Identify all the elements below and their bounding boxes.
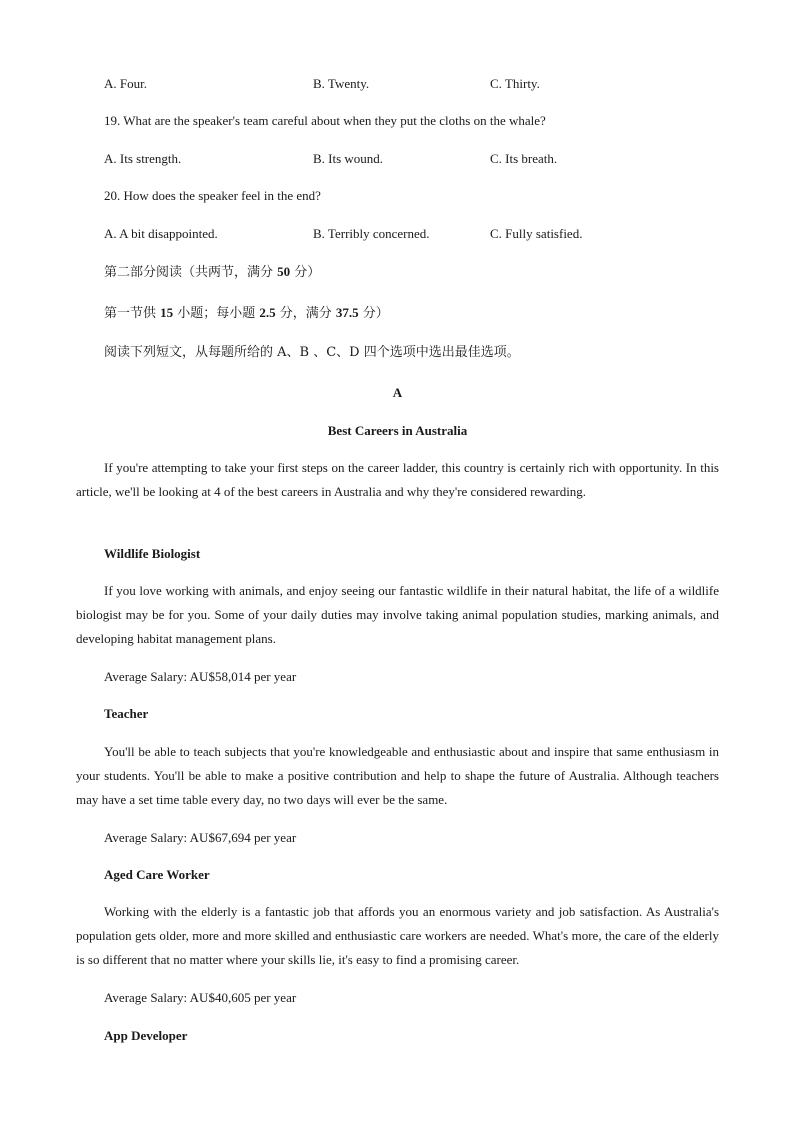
job-heading-wildlife-biologist: Wildlife Biologist: [104, 546, 201, 561]
job-heading-teacher: Teacher: [104, 706, 149, 721]
q19-options: [104, 151, 704, 167]
q18-option-b: B. Twenty.: [313, 76, 370, 91]
job-salary-aged-care-worker: Average Salary: AU$40,605 per year: [104, 990, 297, 1005]
q18-option-a: A. Four.: [104, 76, 147, 91]
q19-option-a: A. Its strength.: [104, 151, 182, 166]
job-heading-app-developer: App Developer: [104, 1028, 188, 1043]
job-salary-teacher: Average Salary: AU$67,694 per year: [104, 830, 297, 845]
q20-option-c: C. Fully satisfied.: [490, 226, 583, 241]
q19-option-b: B. Its wound.: [313, 151, 384, 166]
job-salary-wildlife-biologist: Average Salary: AU$58,014 per year: [104, 669, 297, 684]
section1-heading: 第一节供 15 小题；每小题 2.5 分，满分 37.5 分）: [104, 305, 389, 321]
q18-options: [104, 76, 704, 92]
passage-title: Best Careers in Australia: [327, 423, 468, 438]
q18-option-c: C. Thirty.: [490, 76, 540, 91]
job-heading-aged-care-worker: Aged Care Worker: [104, 867, 210, 882]
job-desc-teacher: You'll be able to teach subjects that you're knowledgeable and enthusiastic about and inspire that same enthusiasm in your students. You'll be able to make a positive contribution and help to shape the future of Australia. Although teachers may have a set time table every day, no two days will ever be the same.: [76, 744, 719, 807]
q20-option-b: B. Terribly concerned.: [313, 226, 430, 241]
job-desc-aged-care-worker: Working with the elderly is a fantastic job that affords you an enormous variety and job satisfaction. As Australia's population gets older, more and more skilled and enthusiastic care workers are needed. What's more, the care of the elderly is so different that no matter where your skills lie, it's easy to find a promising career.: [76, 904, 719, 967]
q20-option-a: A. A bit disappointed.: [104, 226, 218, 241]
reading-instruction: 阅读下列短文，从每题所给的 A、B 、C、D 四个选项中选出最佳选项。: [104, 345, 520, 360]
passage-label: A: [392, 385, 403, 400]
passage-intro: If you're attempting to take your first steps on the career ladder, this country is certainly rich with opportunity. In this article, we'll be looking at 4 of the best careers in Australia and why they're considered rewarding.: [76, 460, 719, 499]
job-desc-wildlife-biologist: If you love working with animals, and enjoy seeing our fantastic wildlife in their natural habitat, the life of a wildlife biologist may be for you. Some of your daily duties may involve taking animal population studies, marking animals, and developing habitat management plans.: [76, 583, 719, 646]
q19-question: 19. What are the speaker's team careful about when they put the cloths on the whale?: [104, 113, 546, 128]
part2-heading: 第二部分阅读（共两节，满分 50 分）: [104, 264, 321, 280]
q20-question: 20. How does the speaker feel in the end?: [104, 188, 321, 203]
q20-options: [104, 226, 704, 242]
q19-option-c: C. Its breath.: [490, 151, 558, 166]
